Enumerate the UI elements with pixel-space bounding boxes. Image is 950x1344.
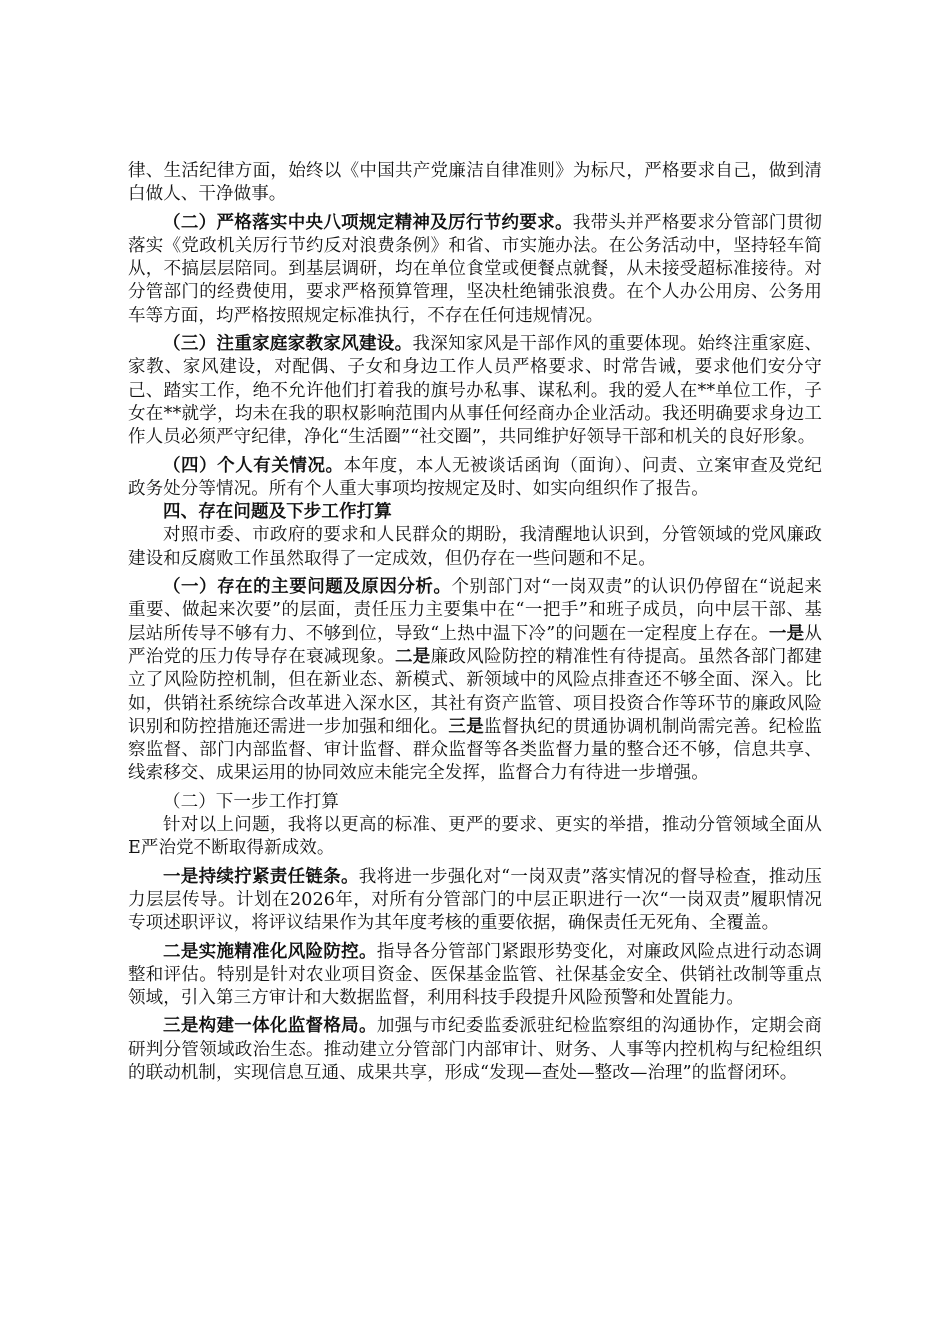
paragraph-lead: 一是持续拧紧责任链条。 [163,866,359,887]
section-heading: 四、存在问题及下步工作打算 [163,502,392,523]
paragraph-lead: 二是实施精准化风险防控。 [163,941,377,962]
paragraph-problems [128,576,822,786]
paragraph-text: 监督执纪的贯通协调机制尚需完善。纪检监察监督、部门内部监督、审计监督、群众监督等各类监督力量的整合还不够，信息共享、线索移交、成果运用的协同效应未能完全发挥，监督合力有待进一步增强。 [128,716,822,784]
paragraph-text: 从严治党的压力传导存在衰减现象。 [128,623,823,667]
keyword-first: 一是 [768,623,805,644]
paragraph-text: 加强与市纪委监委派驻纪检监察组的沟通协作，定期会商研判分管领域政治生态。推动建立分管部门内部审计、财务、人事等内控机构与纪检组织的联动机制，实现信息互通、成果共享，形成“发现—查处—整改—治理”的监督闭环。 [128,1016,823,1083]
keyword-third: 三是 [448,716,484,737]
paragraph-text: 个别部门对“一岗双责”的认识仍停留在“说起来重要、做起来次要”的层面，责任压力主要集中在“一把手”和班子成员，向中层干部、基层站所传导不够有力、不够到位，导致“上热中温下冷”的问题在一定程度上存在。 [128,577,822,644]
paragraph-lead: （一）存在的主要问题及原因分析。 [163,577,452,598]
paragraph-plan-1 [128,866,822,936]
paragraph-text: 我将进一步强化对“一岗双责”落实情况的督导检查，推动压力层层传导。计划在2026年，对所有分管部门的中层正职进行一次“一岗双责”履职情况专项述职评议，将评议结果作为其年度考核的重要依据，确保责任无死角、全覆盖。 [128,866,822,934]
paragraph-text: 律、生活纪律方面，始终以《中国共产党廉洁自律准则》为标尺，严格要求自己，做到清白做人、干净做事。 [128,161,822,205]
paragraph-lead: 三是构建一体化监督格局。 [163,1016,377,1037]
paragraph-text: 本年度，本人无被谈话函询（面询）、问责、立案审查及党纪政务处分等情况。所有个人重大事项均按规定及时、如实向组织作了报告。 [128,455,823,499]
subsection-heading: （二）下一步工作打算 [163,791,339,812]
document-page [128,160,822,1085]
paragraph-family [128,333,822,449]
paragraph-lead: （四）个人有关情况。 [163,455,344,476]
keyword-second: 二是 [395,646,431,667]
paragraph-personal [128,455,822,502]
paragraph-continued [128,160,822,207]
paragraph-lead: （二）严格落实中央八项规定精神及厉行节约要求。 [163,212,573,233]
paragraph-intro: 对照市委、市政府的要求和人民群众的期盼，我清醒地认识到，分管领域的党风廉政建设和反腐败工作虽然取得了一定成效，但仍存在一些问题和不足。 [128,525,822,569]
paragraph-plan-2 [128,941,822,1011]
paragraph-text: 指导各分管部门紧跟形势变化，对廉政风险点进行动态调整和评估。特别是针对农业项目资金、医保基金监管、社保基金安全、供销社改制等重点领域，引入第三方审计和大数据监督，利用科技手段提升风险预警和处置能力。 [128,941,823,1009]
paragraph-lead: （三）注重家庭家教家风建设。 [163,334,413,355]
paragraph-text: 我带头并严格要求分管部门贯彻落实《党政机关厉行节约反对浪费条例》和省、市实施办法。在公务活动中，坚持轻车简从，不搞层层陪同。到基层调研，均在单位食堂或便餐点就餐，从未接受超标准接待。对分管部门的经费使用，要求严格预算管理，坚决杜绝铺张浪费。在个人办公用房、公务用车等方面，均严格按照规定标准执行，不存在任何违规情况。 [128,212,822,326]
paragraph-frugality [128,212,822,328]
paragraph-next-intro: 针对以上问题，我将以更高的标准、更严的要求、更实的举措，推动分管领域全面从E严治党不断取得新成效。 [128,815,822,859]
paragraph-text: 我深知家风是干部作风的重要体现。始终注重家庭、家教、家风建设，对配偶、子女和身边工作人员严格要求、时常告诫，要求他们安分守己、踏实工作，绝不允许他们打着我的旗号办私事、谋私利。我的爱人在**单位工作，子女在**就学，均未在我的职权影响范围内从事任何经商办企业活动。我还明确要求身边工作人员必须严守纪律，净化“生活圈”“社交圈”，共同维护好领导干部和机关的良好形象。 [128,334,822,448]
paragraph-text: 廉政风险防控的精准性有待提高。虽然各部门都建立了风险防控机制，但在新业态、新模式、新领域中的风险点排查还不够全面、深入。比如，供销社系统综合改革进入深水区，其社有资产监管、项目投资合作等环节的廉政风险识别和防控措施还需进一步加强和细化。 [128,646,823,737]
paragraph-plan-3 [128,1015,822,1085]
